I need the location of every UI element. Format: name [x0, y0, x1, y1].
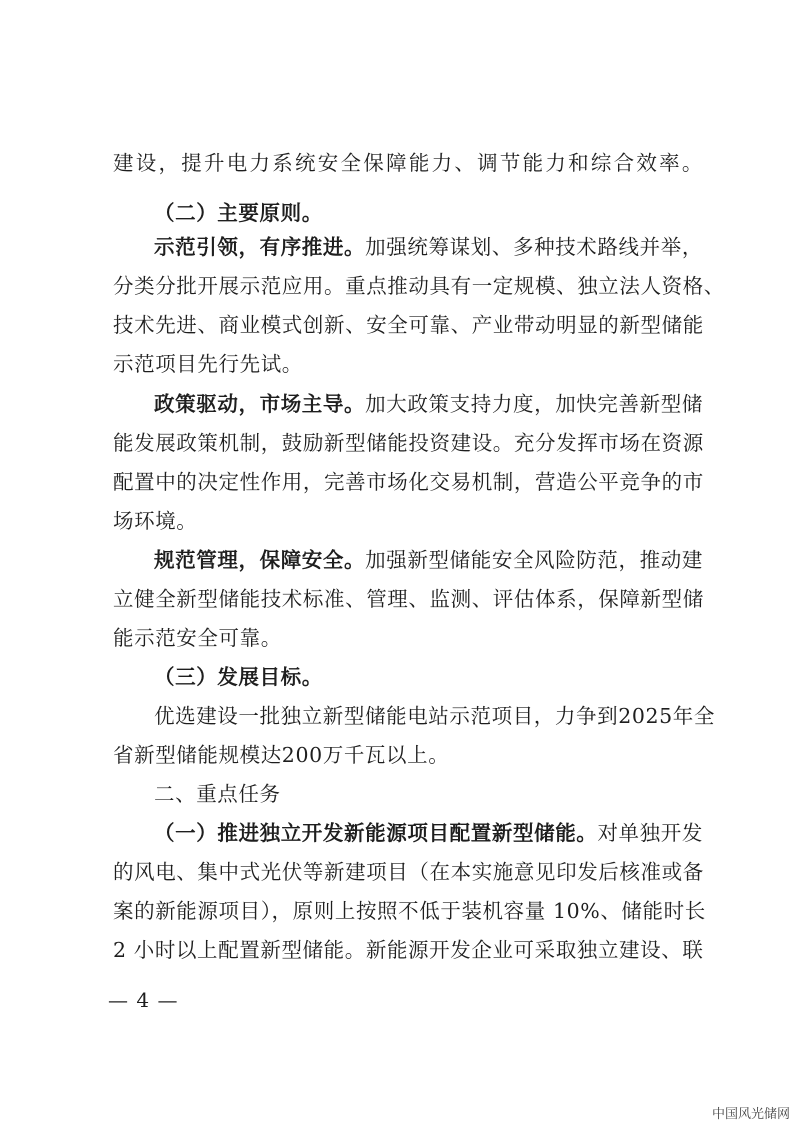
paragraph-line [113, 232, 703, 262]
task-title: （一）推进独立开发新能源项目配置新型储能。 [154, 821, 598, 845]
principle-text: 加强新型储能安全风险防范，推动建 [365, 548, 703, 572]
watermark-text: 中国风光储网 [711, 1107, 790, 1122]
principle-title: 示范引领，有序推进。 [154, 235, 366, 259]
principle-title: 政策驱动，市场主导。 [154, 392, 366, 416]
paragraph-line: 技术先进、商业模式创新、安全可靠、产业带动明显的新型储能 [113, 313, 704, 337]
paragraph-line: 2 小时以上配置新型储能。新能源开发企业可采取独立建设、联 [113, 938, 704, 962]
chapter-heading-key-tasks: 二、重点任务 [154, 782, 281, 806]
paragraph-line: 省新型储能规模达200万千瓦以上。 [113, 743, 450, 767]
paragraph-line: 立健全新型储能技术标准、管理、监测、评估体系，保障新型储 [113, 587, 704, 611]
section-heading-principles: （二）主要原则。 [154, 201, 323, 225]
paragraph-line [113, 389, 703, 419]
paragraph-line: 配置中的决定性作用，完善市场化交易机制，营造公平竞争的市 [113, 470, 704, 494]
section-heading-goals: （三）发展目标。 [154, 665, 323, 689]
paragraph-line: 能发展政策机制，鼓励新型储能投资建设。充分发挥市场在资源 [113, 431, 704, 455]
paragraph-line: 优选建设一批独立新型储能电站示范项目，力争到2025年全 [154, 704, 715, 728]
principle-text: 加强统筹谋划、多种技术路线并举， [365, 235, 703, 259]
paragraph-line [113, 545, 703, 575]
paragraph-line: 的风电、集中式光伏等新建项目（在本实施意见印发后核准或备 [113, 860, 704, 884]
paragraph-line: 案的新能源项目），原则上按照不低于装机容量 10%、储能时长 [113, 899, 706, 923]
principle-title: 规范管理，保障安全。 [154, 548, 366, 572]
paragraph-line: 分类分批开展示范应用。重点推动具有一定规模、独立法人资格、 [113, 274, 725, 298]
task-text: 对单独开发 [597, 821, 703, 845]
paragraph-line [113, 818, 703, 848]
paragraph-line: 场环境。 [113, 509, 198, 533]
principle-text: 加大政策支持力度，加快完善新型储 [365, 392, 703, 416]
paragraph-line: 建设，提升电力系统安全保障能力、调节能力和综合效率。 [113, 151, 703, 175]
page-number: — 4 — [108, 988, 179, 1012]
paragraph-line: 能示范安全可靠。 [113, 626, 282, 650]
paragraph-line: 示范项目先行先试。 [113, 352, 303, 376]
